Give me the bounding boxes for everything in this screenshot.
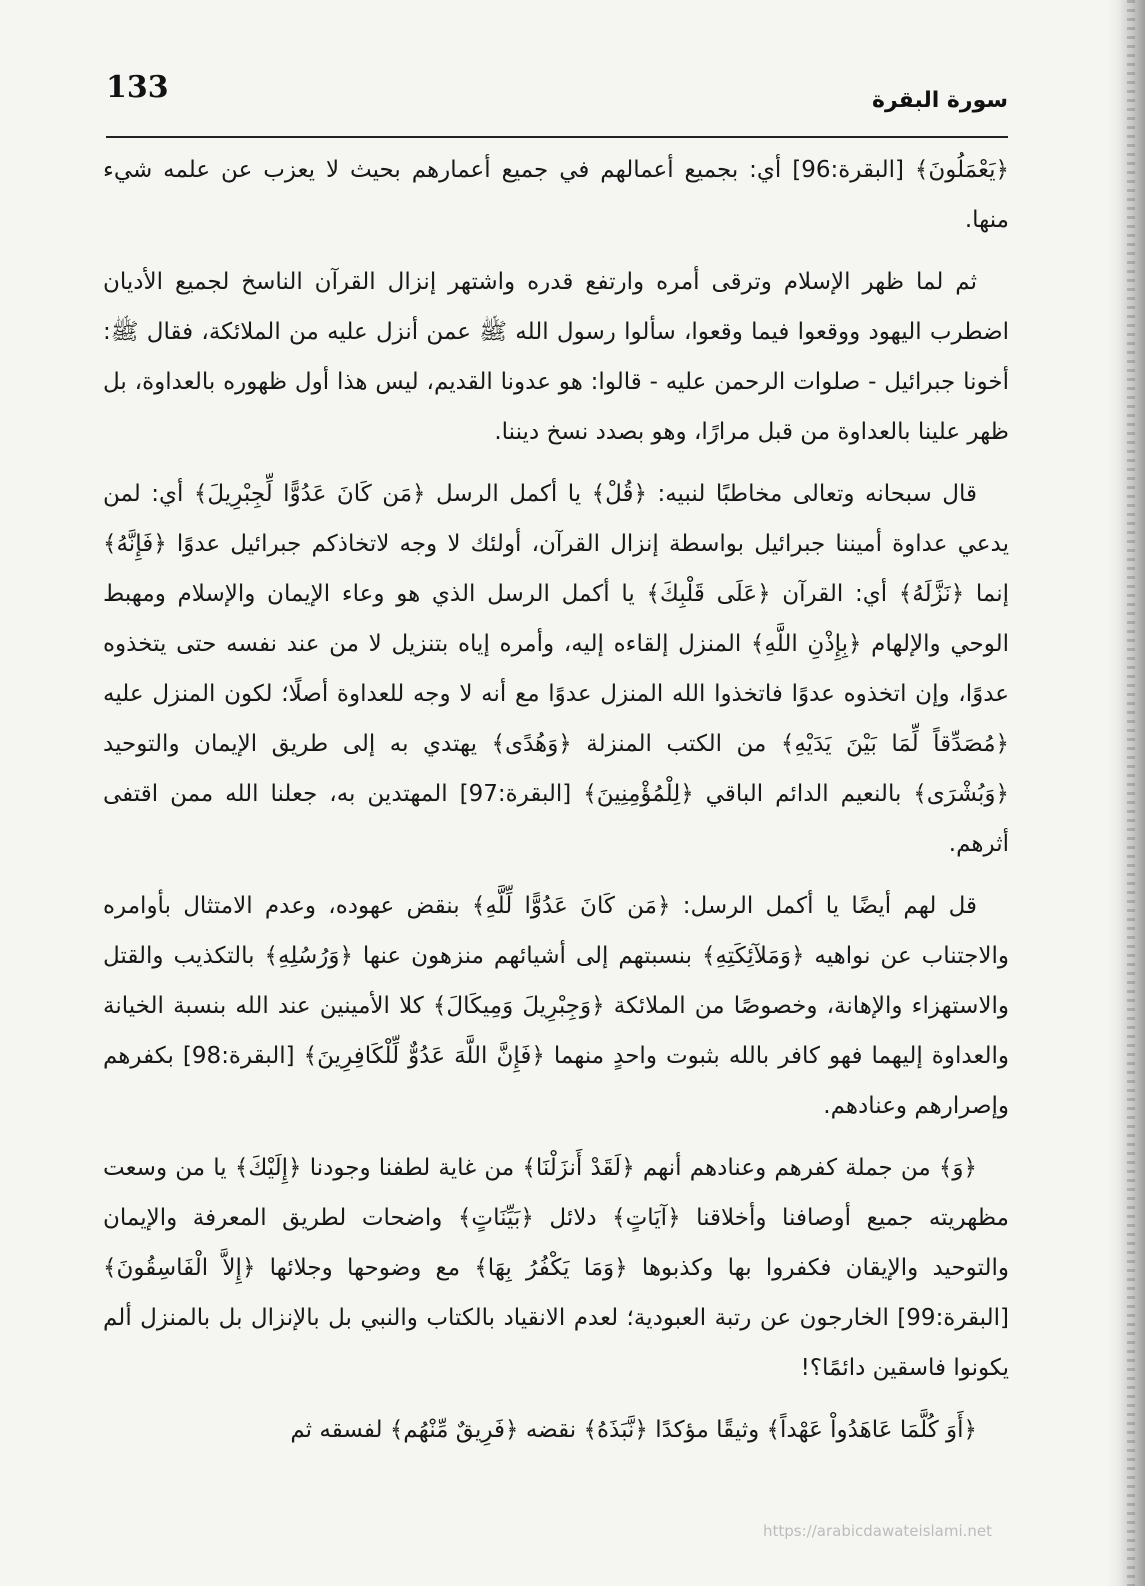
header-divider: [106, 136, 1008, 138]
paragraph-context: ثم لما ظهر الإسلام وترقى أمره وارتفع قدره واشتهر إنزال القرآن الناسخ لجميع الأديان اضطرب اليهود ووقعوا فيما وقعوا، سألوا رسول الله ﷺ عمن أنزل عليه من الملائكة، فقال ﷺ: أخونا جبرائيل - صلوات الرحمن عليه - قالوا: هو عدونا القديم، ليس هذا أول ظهوره بالعداوة، بل ظهر علينا بالعداوة من قبل مرارًا، وهو بصدد نسخ ديننا.: [103, 269, 1009, 445]
paragraph-commentary-97: قال سبحانه وتعالى مخاطبًا لنبيه: ﴿قُلْ﴾ يا أكمل الرسل ﴿مَن كَانَ عَدُوًّا لِّجِبْرِيلَ﴾ أي: لمن يدعي عداوة أميننا جبرائيل بواسطة إنزال القرآن، أولئك لا وجه لاتخاذكم جبرائيل عدوًا ﴿فَإِنَّهُ﴾ إنما ﴿نَزَّلَهُ﴾ أي: القرآن ﴿عَلَى قَلْبِكَ﴾ يا أكمل الرسل الذي هو وعاء الإيمان والإسلام ومهبط الوحي والإلهام ﴿بِإِذْنِ اللَّهِ﴾ المنزل إلقاءه إليه، وأمره إياه بتنزيل لا من عند نفسه حتى يتخذوه عدوًا، وإن اتخذوه عدوًا فاتخذوا الله المنزل عدوًا مع أنه لا وجه للعداوة أصلًا؛ لكون المنزل عليه ﴿مُصَدِّقاً لِّمَا بَيْنَ يَدَيْهِ﴾ من الكتب المنزلة ﴿وَهُدًى﴾ يهتدي به إلى طريق الإيمان والتوحيد ﴿وَبُشْرَى﴾ بالنعيم الدائم الباقي ﴿لِلْمُؤْمِنِينَ﴾ [البقرة:97] المهتدين به، جعلنا الله ممن اقتفى أثرهم.: [103, 481, 1009, 857]
page-number: 133: [106, 70, 169, 105]
body-text: [103, 145, 1009, 1455]
paragraph-commentary-98: قل لهم أيضًا يا أكمل الرسل: ﴿مَن كَانَ عَدُوًّا لِّلَّهِ﴾ بنقض عهوده، وعدم الامتثال بأوامره والاجتناب عن نواهيه ﴿وَمَلآئِكَتِهِ﴾ بنسبتهم إلى أشيائهم منزهون عنها ﴿وَرُسُلِهِ﴾ بالتكذيب والقتل والاستهزاء والإهانة، وخصوصًا من الملائكة ﴿وَجِبْرِيلَ وَمِيكَالَ﴾ كلا الأمينين عند الله بنسبة الخيانة والعداوة إليهما فهو كافر بالله بثبوت واحدٍ منهما ﴿فَإِنَّ اللَّهَ عَدُوٌّ لِّلْكَافِرِينَ﴾ [البقرة:98] بكفرهم وإصرارهم وعنادهم.: [103, 893, 1010, 1119]
page-header: [106, 70, 1008, 130]
paragraph-commentary-100: ﴿أَوَ كُلَّمَا عَاهَدُواْ عَهْداً﴾ وثيقًا مؤكدًا ﴿نَّبَذَهُ﴾ نقضه ﴿فَرِيقٌ مِّنْهُم﴾ لفسقه ثم: [290, 1417, 977, 1443]
source-watermark: https://arabicdawateislami.net: [763, 1522, 993, 1540]
paragraph-commentary-99: ﴿وَ﴾ من جملة كفرهم وعنادهم أنهم ﴿لَقَدْ أَنزَلْنَا﴾ من غاية لطفنا وجودنا ﴿إِلَيْكَ﴾ يا من وسعت مظهريته جميع أوصافنا وأخلاقنا ﴿آيَاتٍ﴾ دلائل ﴿بَيِّنَاتٍ﴾ واضحات لطريق المعرفة والإيمان والتوحيد والإيقان فكفروا بها وكذبوها ﴿وَمَا يَكْفُرُ بِهَا﴾ مع وضوحها وجلائها ﴿إِلاَّ الْفَاسِقُونَ﴾ [البقرة:99] الخارجون عن رتبة العبودية؛ لعدم الانقياد بالكتاب والنبي بل بالإنزال بل بالمنزل ألم يكونوا فاسقين دائمًا؟!: [103, 1155, 1009, 1381]
binding-edge: [1127, 0, 1135, 1586]
paragraph-continuation: ﴿يَعْمَلُونَ﴾ [البقرة:96] أي: بجميع أعمالهم في جميع أعمارهم بحيث لا يعزب عن علمه شيء منها.: [103, 157, 1009, 233]
surah-title: سورة البقرة: [871, 88, 1008, 113]
page-edge-shadow: [1107, 0, 1145, 1586]
